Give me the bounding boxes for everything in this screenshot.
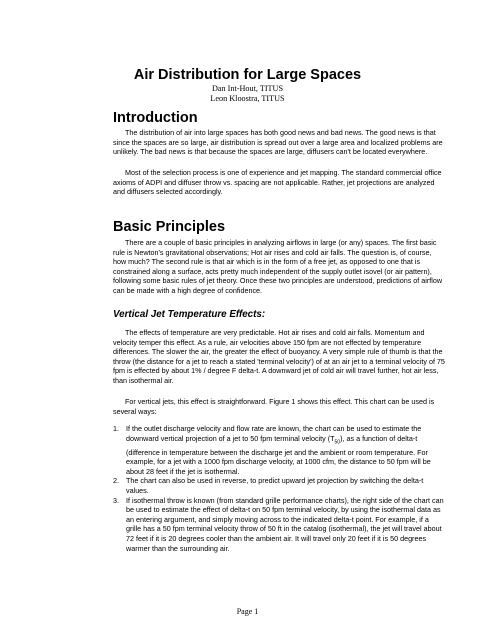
vertical-paragraph-1: The effects of temperature are very predictable. Hot air rises and cold air falls. Momentum and velocity temper this effect. As a rule, air velocities above 150 fpm are not effected by temperature differences. The slower the air, the greater the effect of buoyancy. A very simple rule of thumb is that the throw (the distance for a jet to reach a stated 'terminal velocity') of at an air jet to a terminal velocity of 75 fpm is effected by about 1% / degree F delta-t. A downward jet of cold air will travel further, hot air less, than isothermal air. [113, 328, 445, 385]
list-item-text: If the outlet discharge velocity and flow rate are known, the chart can be used to estimate the downward vertical projection of a jet to 50 fpm terminal velocity (T [126, 424, 422, 443]
heading-introduction: Introduction [113, 110, 198, 126]
author-1: Dan Int-Hout, TITUS [211, 84, 284, 93]
basic-paragraph-1: There are a couple of basic principles in analyzing airflows in large (or any) spaces. The first basic rule is Newton's gravitational observations; Hot air rises and cold air falls. The question is, of course, how much? The second rule is that air which is in the form of a free jet, as opposed to one that is constrained along a surface, acts pretty much independent of the supply outlet isovel (or air pattern), following some basic rules of jet theory. Once these two principles are understood, predictions of airflow can be made with a high degree of confidence. [113, 238, 443, 295]
page-number: Page 1 [236, 607, 259, 616]
heading-basic-principles: Basic Principles [113, 219, 226, 235]
usage-list [113, 424, 445, 553]
list-item-text: If isothermal throw is known (from standard grille performance charts), the right side of the chart can be used to estimate the effect of delta-t on 50 fpm terminal velocity, by using the isothermal data as an entering argument, and simply moving across to the indicated delta-t point. For example, if a grille has a 50 fpm terminal velocity throw of 50 ft in the catalog (isothermal), the jet will travel about 72 feet if it is 20 degrees cooler than the ambient air. It will travel only 20 feet if it is 50 degrees warmer than the surrounding air. [126, 495, 444, 553]
list-item-subscript: 50 [334, 439, 341, 446]
list-item-text-cont: ), as a function of delta-t (difference in temperature between the discharge jet and the ambient or room temperature. For example, for a jet with a 1000 fpm discharge velocity, at 1000 cfm, the distance to 50 fpm will be about 28 feet if the jet is isothermal. [126, 433, 431, 476]
list-item-number: 2. [113, 476, 119, 486]
list-item [113, 424, 445, 476]
author-2: Leon Kloostra, TITUS [210, 94, 285, 103]
heading-vertical-jet: Vertical Jet Temperature Effects: [113, 309, 266, 320]
list-item [113, 496, 445, 554]
list-item-number: 1. [113, 424, 119, 433]
list-item-number: 3. [113, 495, 119, 505]
list-item [113, 476, 445, 495]
intro-paragraph-1: The distribution of air into large spaces has both good news and bad news. The good news is that since the spaces are so large, air distribution is spread out over a large area and localized problems are unlikely. The bad news is that because the spaces are large, diffusers can't be located everywhere. [113, 128, 443, 157]
vertical-paragraph-2: For vertical jets, this effect is straightforward. Figure 1 shows this effect. This chart can be used is several ways: [113, 397, 435, 416]
document-title: Air Distribution for Large Spaces [133, 67, 362, 83]
list-item-text: The chart can also be used in reverse, to predict upward jet projection by switching the delta-t values. [126, 476, 424, 495]
intro-paragraph-2: Most of the selection process is one of experience and jet mapping. The standard commercial office axioms of ADPI and diffuser throw vs. spacing are not applicable. Rather, jet projections are analyzed and diffusers selected accordingly. [113, 168, 442, 197]
